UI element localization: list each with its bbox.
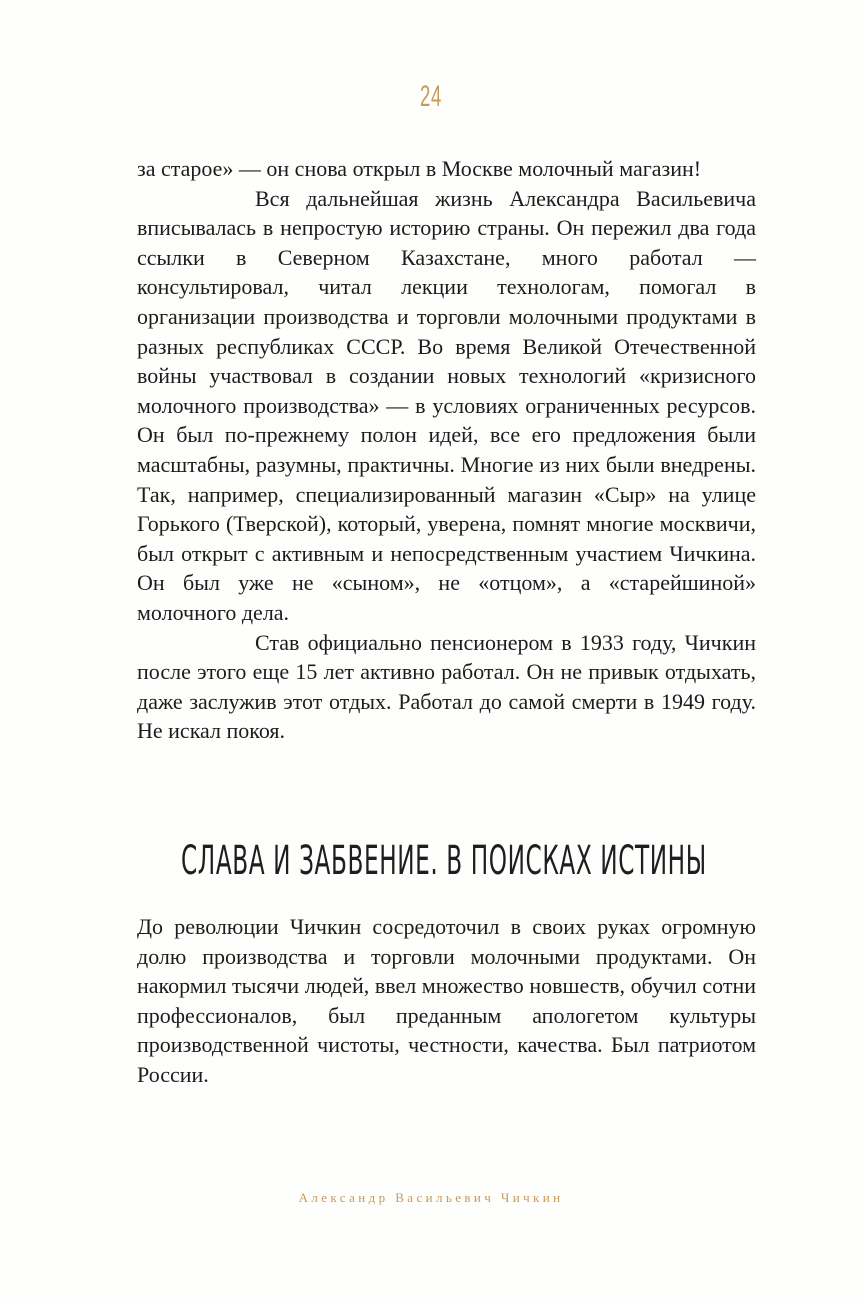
- section-heading: СЛАВА И ЗАБВЕНИЕ. В ПОИСКАХ ИСТИНЫ: [181, 838, 707, 884]
- paragraph: за старое» — он снова открыл в Москве молочный магазин!: [137, 156, 702, 181]
- page-number: 24: [420, 80, 442, 113]
- running-footer: Александр Васильевич Чичкин: [298, 1190, 564, 1205]
- paragraph: Став официально пенсионером в 1933 году, Чичкин после этого еще 15 лет активно работал. Он не привык отдыхать, даже заслужив этот отдых. Работал до самой смерти в 1949 году. Не искал покоя.: [137, 629, 756, 744]
- body-text-top: [137, 154, 756, 746]
- paragraph: Вся дальнейшая жизнь Александра Васильевича вписывалась в непростую историю страны. Он пережил два года ссылки в Северном Казахстане, много работал — консультировал, читал лекции технологам, помогал в организации производства и торговли молочными продуктами в разных республиках СССР. Во время Великой Отечественной войны участвовал в создании новых технологий «кризисного молочного производства» — в условиях ограниченных ресурсов. Он был по-прежнему полон идей, все его предложения были масштабны, разумны, практичны. Многие из них были внедрены. Так, например, специализированный магазин «Сыр» на улице Горького (Тверской), который, уверена, помнят многие москвичи, был открыт с активным и непосредственным участием Чичкина. Он был уже не «сыном», не «отцом», а «старейшиной» молочного дела.: [137, 185, 756, 625]
- paragraph: До революции Чичкин сосредоточил в своих руках огромную долю производства и торговли молочными продуктами. Он накормил тысячи людей, ввел множество новшеств, обучил сотни профессионалов, был преданным апологетом культуры производственной чистоты, честности, качества. Был патриотом России.: [137, 914, 756, 1087]
- body-text-bottom: [137, 912, 756, 1090]
